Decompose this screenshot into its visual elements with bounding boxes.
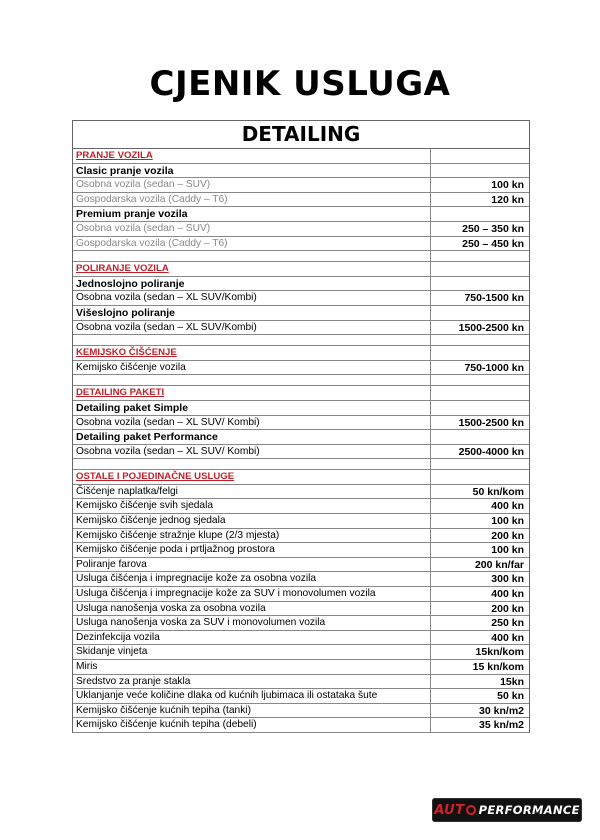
service-price [430,251,527,261]
service-label [73,251,430,261]
service-price [430,262,527,276]
service-price: 50 kn [430,689,527,703]
service-price: 100 kn [430,543,527,557]
service-label: Osobna vozila (sedan – XL SUV/ Kombi) [76,445,260,457]
table-row [73,291,529,306]
service-label: Premium pranje vozila [76,208,188,221]
subheading-row [73,164,529,179]
service-label: Kemijsko čišćenje stražnje klupe (2/3 mjesta) [76,529,280,541]
service-label: Osobna vozila (sedan – SUV) [76,179,211,191]
service-price: 1500-2500 kn [430,416,527,430]
table-row [73,529,529,544]
subheading-row [73,430,529,445]
table-row [73,193,529,208]
service-price: 250 kn [430,616,527,630]
service-price: 120 kn [430,193,527,207]
table-row [73,631,529,646]
service-label: Sredstvo za pranje stakla [76,675,191,687]
table-row [73,361,529,376]
service-price [430,470,527,484]
service-label: Kemijsko čišćenje vozila [76,361,186,373]
service-price: 100 kn [430,178,527,192]
service-label: Gospodarska vozila (Caddy – T6) [76,193,228,205]
service-price: 200 kn [430,602,527,616]
service-label: DETAILING PAKETI [76,387,165,399]
subheading-row [73,207,529,222]
logo-text-performance: PERFORMANCE [478,803,580,817]
service-price: 15kn/kom [430,645,527,659]
service-price: 1500-2500 kn [430,321,527,335]
auto-performance-logo [432,798,582,822]
table-row [73,660,529,675]
table-row [73,178,529,193]
service-label: Miris [76,661,98,672]
table-row [73,321,529,336]
service-price: 200 kn/far [430,558,527,572]
table-row [73,416,529,431]
table-row [73,514,529,529]
page-title: CJENIK USLUGA [149,64,451,104]
table-row [73,485,529,500]
service-price: 15kn [430,675,527,689]
section-heading-row [73,470,529,485]
service-price: 200 kn [430,529,527,543]
spacer-row [73,459,529,470]
service-label: Višeslojno poliranje [76,306,176,319]
service-label: Skidanje vinjeta [76,646,148,658]
table-row [73,572,529,587]
service-price [430,430,527,444]
service-label: KEMIJSKO ČIŠĆENJE [76,347,177,359]
table-row [73,718,529,733]
service-label: Kemijsko čišćenje kućnih tepiha (debeli) [76,719,257,731]
service-price: 400 kn [430,587,527,601]
service-price [430,375,527,385]
service-price: 35 kn/m2 [430,718,527,732]
spacer-row [73,375,529,386]
table-row [73,558,529,573]
service-label: Jednoslojno poliranje [76,277,185,290]
service-price [430,335,527,345]
service-price [430,306,527,320]
service-price: 2500-4000 kn [430,445,527,459]
service-label: Gospodarska vozila (Caddy – T6) [76,237,228,249]
service-price: 300 kn [430,572,527,586]
table-row [73,689,529,704]
table-row [73,237,529,252]
service-price: 750-1000 kn [430,361,527,375]
service-label: Osobna vozila (sedan – XL SUV/ Kombi) [76,416,260,428]
service-label: Kemijsko čišćenje poda i prtljažnog prostora [76,544,275,556]
section-heading-row [73,346,529,361]
service-label: Osobna vozila (sedan – SUV) [76,222,211,234]
service-price [430,207,527,221]
service-label: Osobna vozila (sedan – XL SUV/Kombi) [76,292,257,304]
service-label: Usluga čišćenja i impregnacije kože za osobna vozila [76,573,317,585]
subheading-row [73,306,529,321]
service-label: Osobna vozila (sedan – XL SUV/Kombi) [76,321,257,333]
service-label: OSTALE I POJEDINAČNE USLUGE [76,471,235,483]
service-price [430,386,527,400]
table-row [73,543,529,558]
table-row [73,645,529,660]
table-row [73,222,529,237]
spacer-row [73,335,529,346]
table-row [73,499,529,514]
service-label: PRANJE VOZILA [76,150,153,161]
service-label: POLIRANJE VOZILA [76,263,169,275]
service-price [430,401,527,415]
table-row [73,445,529,460]
subheading-row [73,401,529,416]
spacer-row [73,251,529,262]
service-label: Usluga nanošenja voska za osobna vozila [76,602,266,614]
service-label: Usluga nanošenja voska za SUV i monovolumen vozila [76,617,326,629]
service-label: Čišćenje naplatka/felgi [76,485,178,497]
section-heading-row [73,386,529,401]
service-label: Uklanjanje veće količine dlaka od kućnih ljubimaca ili ostataka šute [76,690,378,702]
service-label: Clasic pranje vozila [76,164,174,177]
service-price [430,164,527,178]
service-price [430,459,527,469]
service-price: 50 kn/kom [430,485,527,499]
logo-ring-icon [466,805,476,815]
section-heading-row [73,149,529,164]
service-price: 400 kn [430,631,527,645]
service-label: Detailing paket Simple [76,401,189,414]
service-price: 15 kn/kom [430,660,527,674]
price-table [72,120,530,733]
service-label [73,335,430,345]
table-row [73,675,529,690]
service-label: Kemijsko čišćenje jednog sjedala [76,515,226,527]
service-price: 750-1500 kn [430,291,527,305]
service-label: Detailing paket Performance [76,431,218,444]
service-price: 250 – 450 kn [430,237,527,251]
section-heading-row [73,262,529,277]
table-row [73,616,529,631]
service-label: Dezinfekcija vozila [76,631,160,643]
service-label: Usluga čišćenja i impregnacije kože za SUV i monovolumen vozila [76,588,376,600]
subheading-row [73,277,529,292]
service-price: 400 kn [430,499,527,513]
table-row [73,602,529,617]
service-label [73,375,430,385]
table-row [73,587,529,602]
service-price [430,149,527,163]
service-price: 250 – 350 kn [430,222,527,236]
service-label: Kemijsko čišćenje kućnih tepiha (tanki) [76,704,251,716]
price-rows [73,149,529,733]
service-price [430,277,527,291]
service-price: 100 kn [430,514,527,528]
table-row [73,704,529,719]
service-price: 30 kn/m2 [430,704,527,718]
table-header: DETAILING [73,121,529,149]
logo-text-aut: AUT [434,802,465,818]
service-label [73,459,430,469]
service-label: Kemijsko čišćenje svih sjedala [76,500,214,512]
service-price [430,346,527,360]
service-label: Poliranje farova [76,558,147,570]
